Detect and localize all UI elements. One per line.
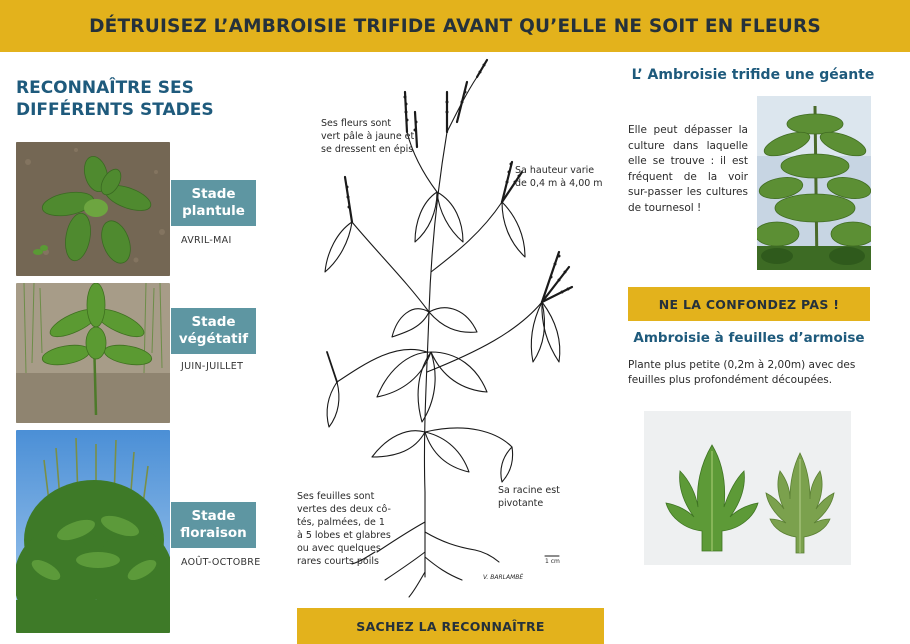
- bottom-bar: [297, 608, 604, 644]
- stage-tag-flowering-line2: floraison: [180, 525, 247, 541]
- stage-tag-seedling-line2: plantule: [182, 203, 245, 219]
- annotation-flowers-line3: se dressent en épis: [321, 144, 414, 155]
- annotation-height-line2: de 0,4 m à 4,00 m: [515, 178, 603, 189]
- stages-section-title: [16, 77, 286, 121]
- stage-tag-vegetative: [171, 308, 256, 354]
- annotation-root-line2: pivotante: [498, 498, 544, 509]
- annotation-leaves: [297, 490, 391, 568]
- bottom-bar-label: SACHEZ LA RECONNAÎTRE: [356, 618, 545, 634]
- seedling-photo: [16, 142, 170, 276]
- compare-title: Ambroisie à feuilles d’armoise: [633, 330, 865, 346]
- flowering-photo: [16, 430, 170, 633]
- stage-tag-vegetative-line2: végétatif: [178, 331, 249, 347]
- annotation-height: [515, 164, 603, 190]
- warning-label: NE LA CONFONDEZ PAS !: [658, 296, 840, 312]
- warning-bar: [628, 287, 870, 321]
- top-banner: [0, 0, 910, 52]
- stage-tag-vegetative-line1: Stade: [191, 314, 236, 330]
- annotation-leaves-line6: rares courts poils: [297, 556, 379, 567]
- vegetative-photo: [16, 283, 170, 423]
- annotation-root-line1: Sa racine est: [498, 485, 560, 496]
- annotation-flowers-line1: Ses fleurs sont: [321, 118, 392, 129]
- stage-period-seedling: AVRIL-MAI: [181, 235, 232, 246]
- leaf-comparison-photo: [644, 411, 851, 565]
- giant-title: L’ Ambroisie trifide une géante: [631, 67, 875, 83]
- illustration-panel: [297, 52, 604, 644]
- annotation-leaves-line5: ou avec quelques: [297, 543, 381, 554]
- stages-title-line1: RECONNAÎTRE SES: [16, 78, 194, 98]
- annotation-flowers: [321, 117, 414, 156]
- banner-title: DÉTRUISEZ L’AMBROISIE TRIFIDE AVANT QU’ELLE NE SOIT EN FLEURS: [89, 15, 821, 37]
- stage-tag-seedling-line1: Stade: [191, 186, 236, 202]
- compare-description: Plante plus petite (0,2m à 2,00m) avec des feuilles plus profondément découpées.: [628, 359, 856, 386]
- annotation-flowers-line2: vert pâle à jaune et: [321, 131, 415, 142]
- annotation-leaves-line2: vertes des deux cô-: [297, 504, 391, 515]
- giant-plant-photo: [757, 96, 871, 270]
- stage-period-flowering: AOÛT-OCTOBRE: [181, 557, 261, 568]
- annotation-leaves-line4: à 5 lobes et glabres: [297, 530, 391, 541]
- annotation-leaves-line3: tés, palmées, de 1: [297, 517, 385, 528]
- annotation-height-line1: Sa hauteur varie: [515, 165, 595, 176]
- scale-label: 1 cm: [545, 558, 560, 565]
- stage-tag-flowering-line1: Stade: [191, 508, 236, 524]
- stage-tag-seedling: [171, 180, 256, 226]
- stage-period-vegetative: JUIN-JUILLET: [181, 361, 244, 372]
- annotation-leaves-line1: Ses feuilles sont: [297, 491, 375, 502]
- giant-description: Elle peut dépasser la culture dans laquelle elle se trouve : il est fréquent de la voir sur-passer les cultures de tournesol !: [628, 124, 748, 214]
- annotation-root: [498, 484, 560, 510]
- stages-title-line2: DIFFÉRENTS STADES: [16, 100, 214, 120]
- artist-signature: V. BARLAMBÉ: [483, 574, 524, 581]
- stage-tag-flowering: [171, 502, 256, 548]
